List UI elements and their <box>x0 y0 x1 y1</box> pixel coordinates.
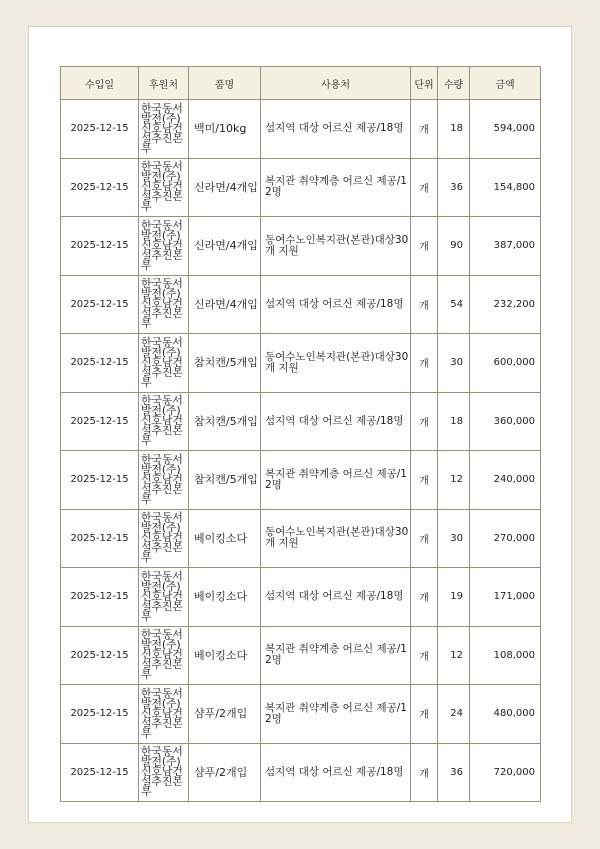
cell-unit: 개 <box>411 685 438 744</box>
document-page <box>28 26 572 823</box>
table-row <box>61 626 541 685</box>
cell-usage: 동여수노인복지관(본관)대상30개 지원 <box>261 509 411 568</box>
cell-sponsor: 한국동서발전(주)신호남건설추진본부 <box>139 509 189 568</box>
cell-qty: 90 <box>438 217 470 276</box>
cell-unit: 개 <box>411 509 438 568</box>
cell-amount: 240,000 <box>470 451 541 510</box>
cell-date: 2025-12-15 <box>61 392 139 451</box>
cell-usage: 섬지역 대상 어르신 제공/18명 <box>261 100 411 159</box>
cell-usage: 동여수노인복지관(본관)대상30개 지원 <box>261 217 411 276</box>
cell-item: 샴푸/2개입 <box>189 685 261 744</box>
cell-sponsor: 한국동서발전(주)신호남건설추진본부 <box>139 743 189 802</box>
cell-amount: 480,000 <box>470 685 541 744</box>
cell-unit: 개 <box>411 100 438 159</box>
cell-amount: 594,000 <box>470 100 541 159</box>
table-row <box>61 217 541 276</box>
cell-qty: 30 <box>438 334 470 393</box>
cell-sponsor: 한국동서발전(주)신호남건설추진본부 <box>139 392 189 451</box>
table-row <box>61 685 541 744</box>
cell-usage: 동여수노인복지관(본관)대상30개 지원 <box>261 334 411 393</box>
cell-qty: 12 <box>438 626 470 685</box>
cell-sponsor: 한국동서발전(주)신호남건설추진본부 <box>139 275 189 334</box>
cell-usage: 복지관 취약계층 어르신 제공/12명 <box>261 685 411 744</box>
cell-unit: 개 <box>411 158 438 217</box>
table-row <box>61 334 541 393</box>
cell-amount: 360,000 <box>470 392 541 451</box>
cell-usage: 섬지역 대상 어르신 제공/18명 <box>261 743 411 802</box>
cell-amount: 387,000 <box>470 217 541 276</box>
cell-unit: 개 <box>411 334 438 393</box>
cell-date: 2025-12-15 <box>61 451 139 510</box>
table-row <box>61 100 541 159</box>
cell-usage: 섬지역 대상 어르신 제공/18명 <box>261 275 411 334</box>
cell-qty: 36 <box>438 743 470 802</box>
cell-sponsor: 한국동서발전(주)신호남건설추진본부 <box>139 685 189 744</box>
cell-unit: 개 <box>411 743 438 802</box>
cell-amount: 600,000 <box>470 334 541 393</box>
donation-table <box>60 66 541 802</box>
cell-date: 2025-12-15 <box>61 568 139 627</box>
cell-date: 2025-12-15 <box>61 626 139 685</box>
header-qty: 수량 <box>438 67 470 100</box>
cell-unit: 개 <box>411 568 438 627</box>
cell-usage: 복지관 취약계층 어르신 제공/12명 <box>261 451 411 510</box>
cell-unit: 개 <box>411 217 438 276</box>
cell-amount: 270,000 <box>470 509 541 568</box>
cell-unit: 개 <box>411 451 438 510</box>
cell-amount: 720,000 <box>470 743 541 802</box>
cell-item: 참치캔/5개입 <box>189 334 261 393</box>
table-row <box>61 743 541 802</box>
cell-sponsor: 한국동서발전(주)신호남건설추진본부 <box>139 451 189 510</box>
cell-unit: 개 <box>411 626 438 685</box>
table-row <box>61 158 541 217</box>
cell-qty: 18 <box>438 100 470 159</box>
table-row <box>61 568 541 627</box>
cell-item: 백미/10kg <box>189 100 261 159</box>
cell-item: 샴푸/2개입 <box>189 743 261 802</box>
cell-item: 베이킹소다 <box>189 626 261 685</box>
table-row <box>61 509 541 568</box>
cell-qty: 36 <box>438 158 470 217</box>
cell-date: 2025-12-15 <box>61 685 139 744</box>
table-header <box>61 67 541 100</box>
cell-unit: 개 <box>411 275 438 334</box>
table-row <box>61 275 541 334</box>
cell-usage: 섬지역 대상 어르신 제공/18명 <box>261 392 411 451</box>
cell-qty: 30 <box>438 509 470 568</box>
cell-amount: 154,800 <box>470 158 541 217</box>
cell-item: 참치캔/5개입 <box>189 451 261 510</box>
cell-sponsor: 한국동서발전(주)신호남건설추진본부 <box>139 217 189 276</box>
cell-qty: 54 <box>438 275 470 334</box>
cell-item: 베이킹소다 <box>189 509 261 568</box>
cell-qty: 24 <box>438 685 470 744</box>
header-amount: 금액 <box>470 67 541 100</box>
cell-usage: 복지관 취약계층 어르신 제공/12명 <box>261 626 411 685</box>
header-date: 수입일 <box>61 67 139 100</box>
cell-sponsor: 한국동서발전(주)신호남건설추진본부 <box>139 568 189 627</box>
cell-item: 참치캔/5개입 <box>189 392 261 451</box>
header-sponsor: 후원처 <box>139 67 189 100</box>
header-item: 품명 <box>189 67 261 100</box>
cell-sponsor: 한국동서발전(주)신호남건설추진본부 <box>139 158 189 217</box>
cell-qty: 12 <box>438 451 470 510</box>
header-unit: 단위 <box>411 67 438 100</box>
cell-sponsor: 한국동서발전(주)신호남건설추진본부 <box>139 100 189 159</box>
table-body <box>61 100 541 802</box>
cell-sponsor: 한국동서발전(주)신호남건설추진본부 <box>139 626 189 685</box>
cell-date: 2025-12-15 <box>61 275 139 334</box>
cell-amount: 108,000 <box>470 626 541 685</box>
header-usage: 사용처 <box>261 67 411 100</box>
cell-date: 2025-12-15 <box>61 509 139 568</box>
cell-item: 신라면/4개입 <box>189 158 261 217</box>
cell-amount: 232,200 <box>470 275 541 334</box>
cell-date: 2025-12-15 <box>61 100 139 159</box>
cell-usage: 섬지역 대상 어르신 제공/18명 <box>261 568 411 627</box>
cell-date: 2025-12-15 <box>61 217 139 276</box>
cell-item: 신라면/4개입 <box>189 217 261 276</box>
cell-date: 2025-12-15 <box>61 158 139 217</box>
cell-item: 베이킹소다 <box>189 568 261 627</box>
cell-usage: 복지관 취약계층 어르신 제공/12명 <box>261 158 411 217</box>
cell-unit: 개 <box>411 392 438 451</box>
table-row <box>61 451 541 510</box>
cell-date: 2025-12-15 <box>61 334 139 393</box>
header-row <box>61 67 541 100</box>
cell-qty: 19 <box>438 568 470 627</box>
cell-sponsor: 한국동서발전(주)신호남건설추진본부 <box>139 334 189 393</box>
cell-date: 2025-12-15 <box>61 743 139 802</box>
cell-qty: 18 <box>438 392 470 451</box>
cell-item: 신라면/4개입 <box>189 275 261 334</box>
table-row <box>61 392 541 451</box>
cell-amount: 171,000 <box>470 568 541 627</box>
